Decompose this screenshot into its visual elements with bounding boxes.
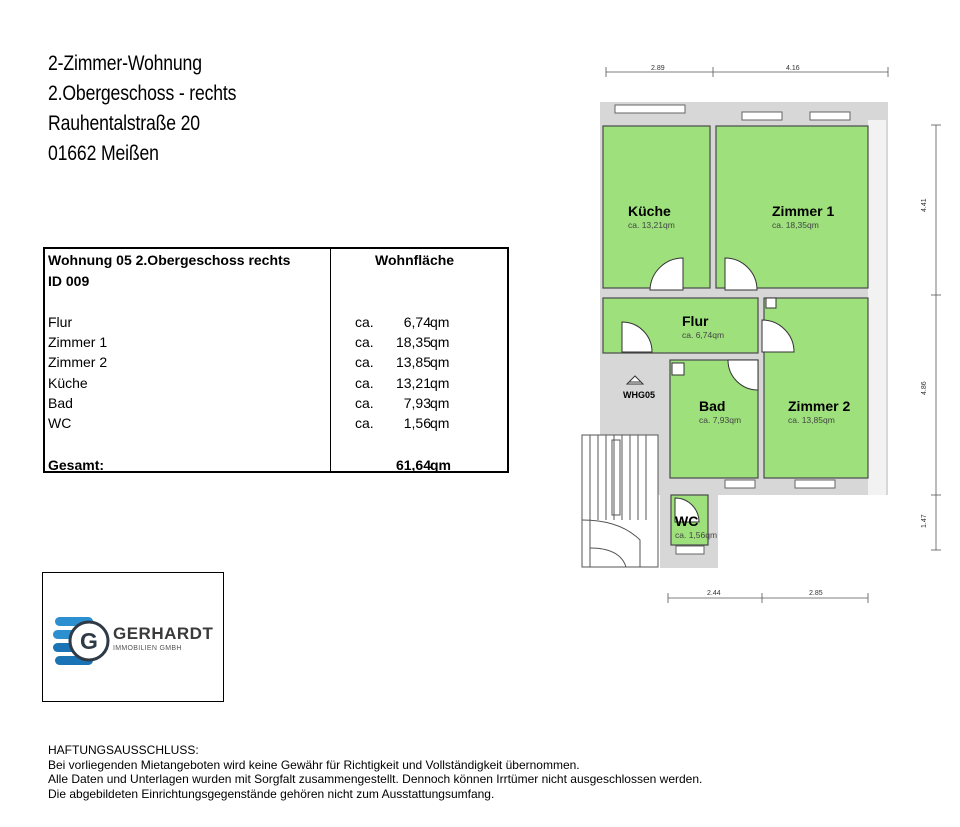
table-row-prefix: ca.: [355, 375, 374, 391]
table-row-unit: qm: [430, 334, 450, 350]
table-row-room: Küche: [48, 375, 88, 391]
area-zimmer1: ca. 18,35qm: [772, 220, 819, 230]
dim-bottom-right: 2.85: [809, 590, 823, 597]
table-row-prefix: ca.: [355, 354, 374, 370]
company-subtitle: IMMOBILIEN GMBH: [113, 645, 182, 652]
table-total-unit: qm: [430, 457, 451, 473]
floor-plan: [575, 55, 945, 615]
table-row-value: 6,74: [403, 314, 431, 330]
table-column-header: Wohnfläche: [375, 252, 455, 268]
dim-right-bottom: 1.47: [921, 514, 928, 528]
area-flur: ca. 6,74qm: [682, 330, 725, 340]
living-area-table: [43, 247, 509, 473]
dim-right-middle: 4.86: [921, 381, 928, 395]
table-row-value: 18,35: [395, 334, 431, 350]
company-name: GERHARDT: [113, 624, 214, 643]
company-logo-icon: [51, 611, 121, 671]
table-id: ID 009: [48, 273, 90, 289]
dim-top-left: 2.89: [651, 65, 665, 72]
disclaimer-line: Alle Daten und Unterlagen wurden mit Sorgfalt zusammengestellt. Dennoch können Irrtümer nicht ausgeschlossen werden.: [48, 772, 703, 787]
disclaimer-line: Die abgebildeten Einrichtungsgegenstände gehören nicht zum Ausstattungsumfang.: [48, 786, 495, 801]
dim-bottom-left: 2.44: [707, 590, 721, 597]
table-row-prefix: ca.: [355, 334, 374, 350]
table-row-unit: qm: [430, 354, 450, 370]
label-zimmer1: Zimmer 1: [772, 203, 835, 219]
title-city: 01662 Meißen: [48, 142, 159, 165]
disclaimer-line: Bei vorliegenden Mietangeboten wird keine Gewähr für Richtigkeit und Vollständigkeit übernommen.: [48, 757, 580, 772]
table-row-room: Zimmer 2: [48, 354, 108, 370]
table-divider: [330, 249, 331, 471]
table-row-room: Zimmer 1: [48, 334, 108, 350]
logo-letter: G: [80, 628, 98, 654]
table-row-room: Bad: [48, 395, 73, 411]
table-row-prefix: ca.: [355, 395, 374, 411]
table-row-value: 7,93: [403, 395, 431, 411]
disclaimer-heading: HAFTUNGSAUSSCHLUSS:: [48, 743, 199, 757]
area-zimmer2: ca. 13,85qm: [788, 415, 835, 425]
title-street: Rauhentalstraße 20: [48, 112, 200, 135]
title-apartment-type: 2-Zimmer-Wohnung: [48, 52, 202, 75]
dim-right-top: 4.41: [921, 198, 928, 212]
label-zimmer2: Zimmer 2: [788, 398, 851, 414]
table-row-value: 1,56: [403, 415, 431, 431]
table-row-room: Flur: [48, 314, 73, 330]
table-row-value: 13,85: [395, 354, 431, 370]
table-row-unit: qm: [430, 395, 450, 411]
table-row-value: 13,21: [395, 375, 431, 391]
label-bad: Bad: [699, 398, 726, 414]
disclaimer: [48, 743, 702, 801]
table-total-value: 61,64: [395, 457, 431, 473]
unit-label: WHG05: [623, 390, 656, 400]
label-wc: WC: [675, 513, 699, 529]
table-row-prefix: ca.: [355, 314, 374, 330]
label-kueche: Küche: [628, 203, 671, 219]
table-title: Wohnung 05 2.Obergeschoss rechts: [48, 252, 291, 268]
company-logo-box: [42, 572, 224, 702]
table-total-label: Gesamt:: [48, 457, 105, 473]
staircase: [582, 435, 658, 567]
table-row-unit: qm: [430, 415, 450, 431]
area-kueche: ca. 13,21qm: [628, 220, 675, 230]
area-bad: ca. 7,93qm: [699, 415, 742, 425]
area-wc: ca. 1,56qm: [675, 530, 718, 540]
table-row-room: WC: [48, 415, 72, 431]
table-row-prefix: ca.: [355, 415, 374, 431]
dim-top-right: 4.16: [786, 65, 800, 72]
table-row-unit: qm: [430, 375, 450, 391]
label-flur: Flur: [682, 313, 709, 329]
title-floor: 2.Obergeschoss - rechts: [48, 82, 237, 105]
table-row-unit: qm: [430, 314, 450, 330]
